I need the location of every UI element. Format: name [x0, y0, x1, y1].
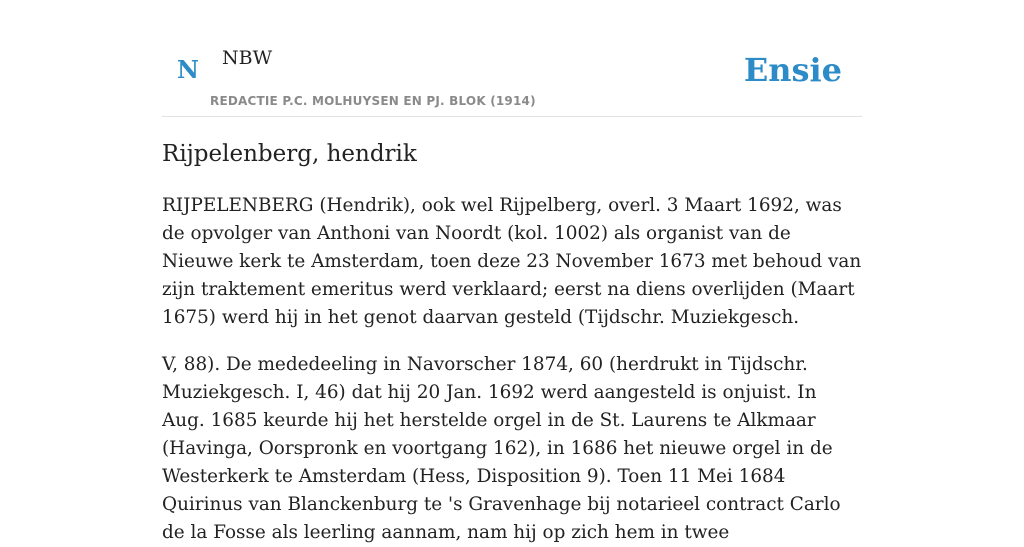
source-title[interactable]: NBW — [222, 47, 273, 69]
article-paragraph: RIJPELENBERG (Hendrik), ook wel Rijpelberg, overl. 3 Maart 1692, was de opvolger van Anthoni van Noordt (kol. 1002) als organist van de Nieuwe kerk te Amsterdam, toen deze 23 November 1673 met behoud van zijn traktement emeritus werd verklaard; eerst na diens overlijden (Maart 1675) werd hij in het genot daarvan gesteld (Tijdschr. Muziekgesch. — [162, 195, 862, 328]
source-logo[interactable]: N — [177, 55, 199, 84]
header — [162, 0, 862, 117]
article-title: Rijpelenberg, hendrik — [162, 141, 417, 167]
brand-logo-link[interactable]: Ensie — [743, 51, 842, 89]
source-subtitle: REDACTIE P.C. MOLHUYSEN EN PJ. BLOK (1914) — [210, 94, 536, 108]
content-container — [162, 0, 862, 543]
article-paragraph: V, 88). De mededeeling in Navorscher 1874, 60 (herdrukt in Tijdschr. Muziekgesch. I, 46) dat hij 20 Jan. 1692 werd aangesteld is onjuist. In Aug. 1685 keurde hij het herstelde orgel in de St. Laurens te Alkmaar (Havinga, Oorspronk en voortgang 162), in 1686 het nieuwe orgel in de Westerkerk te Amsterdam (Hess, Disposition 9). Toen 11 Mei 1684 Quirinus van Blanckenburg te 's Gravenhage bij notarieel contract Carlo de la Fosse als leerling aannam, nam hij op zich hem in twee — [162, 354, 841, 543]
